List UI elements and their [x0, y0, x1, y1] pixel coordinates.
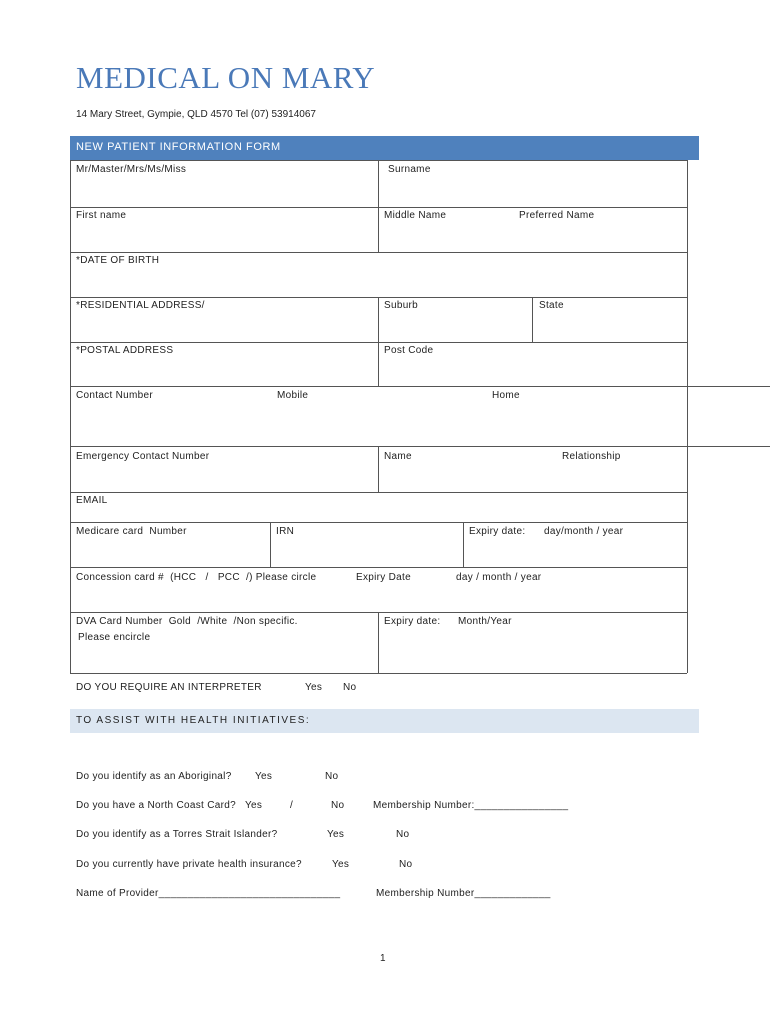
concession-expiry-format: day / month / year [456, 572, 542, 583]
page-number: 1 [380, 953, 386, 964]
emergency-name-label: Name [384, 451, 412, 462]
torres-strait-no-option[interactable]: No [396, 829, 410, 840]
dva-card-label: DVA Card Number Gold /White /Non specific. [76, 616, 298, 627]
interpreter-yes-option[interactable]: Yes [305, 682, 323, 693]
dva-expiry-label: Expiry date: [384, 616, 441, 627]
preferred-name-label: Preferred Name [519, 210, 595, 221]
dob-label: *DATE OF BIRTH [76, 255, 160, 266]
middle-name-label: Middle Name [384, 210, 447, 221]
suburb-label: Suburb [384, 300, 419, 311]
irn-label: IRN [276, 526, 295, 537]
postal-address-label: *POSTAL ADDRESS [76, 345, 174, 356]
dva-expiry-format: Month/Year [458, 616, 512, 627]
concession-card-label: Concession card # (HCC / PCC /) Please circle [76, 572, 317, 583]
torres-strait-question: Do you identify as a Torres Strait Islander? [76, 829, 278, 840]
surname-label: Surname [388, 164, 431, 175]
mobile-label: Mobile [277, 390, 309, 401]
private-insurance-yes-option[interactable]: Yes [332, 859, 350, 870]
north-coast-membership-field[interactable]: Membership Number:________________ [373, 800, 569, 811]
provider-name-field[interactable]: Name of Provider_______________________________ [76, 888, 341, 899]
relationship-label: Relationship [562, 451, 621, 462]
aboriginal-yes-option[interactable]: Yes [255, 771, 273, 782]
practice-address: 14 Mary Street, Gympie, QLD 4570 Tel (07) 53914067 [76, 109, 316, 120]
north-coast-separator: / [290, 800, 294, 811]
contact-number-label: Contact Number [76, 390, 154, 401]
emergency-contact-label: Emergency Contact Number [76, 451, 210, 462]
interpreter-question: DO YOU REQUIRE AN INTERPRETER [76, 682, 262, 693]
private-insurance-no-option[interactable]: No [399, 859, 413, 870]
dva-encircle-note: Please encircle [78, 632, 151, 643]
state-label: State [539, 300, 564, 311]
form-title: NEW PATIENT INFORMATION FORM [76, 141, 281, 153]
residential-address-label: *RESIDENTIAL ADDRESS/ [76, 300, 205, 311]
home-label: Home [492, 390, 520, 401]
north-coast-no-option[interactable]: No [331, 800, 345, 811]
health-initiatives-banner [70, 709, 699, 733]
concession-expiry-label: Expiry Date [356, 572, 411, 583]
first-name-label: First name [76, 210, 127, 221]
email-label: EMAIL [76, 495, 108, 506]
aboriginal-no-option[interactable]: No [325, 771, 339, 782]
page-title: MEDICAL ON MARY [76, 60, 376, 95]
medicare-expiry-format: day/month / year [544, 526, 624, 537]
interpreter-no-option[interactable]: No [343, 682, 357, 693]
title-field-label: Mr/Master/Mrs/Ms/Miss [76, 164, 187, 175]
medicare-expiry-label: Expiry date: [469, 526, 526, 537]
north-coast-card-question: Do you have a North Coast Card? [76, 800, 236, 811]
post-code-label: Post Code [384, 345, 434, 356]
torres-strait-yes-option[interactable]: Yes [327, 829, 345, 840]
health-initiatives-title: TO ASSIST WITH HEALTH INITIATIVES: [76, 715, 311, 726]
north-coast-yes-option[interactable]: Yes [245, 800, 263, 811]
provider-membership-field[interactable]: Membership Number_____________ [376, 888, 551, 899]
medicare-label: Medicare card Number [76, 526, 187, 537]
form-title-banner [70, 136, 699, 160]
aboriginal-question: Do you identify as an Aboriginal? [76, 771, 232, 782]
private-insurance-question: Do you currently have private health insurance? [76, 859, 302, 870]
